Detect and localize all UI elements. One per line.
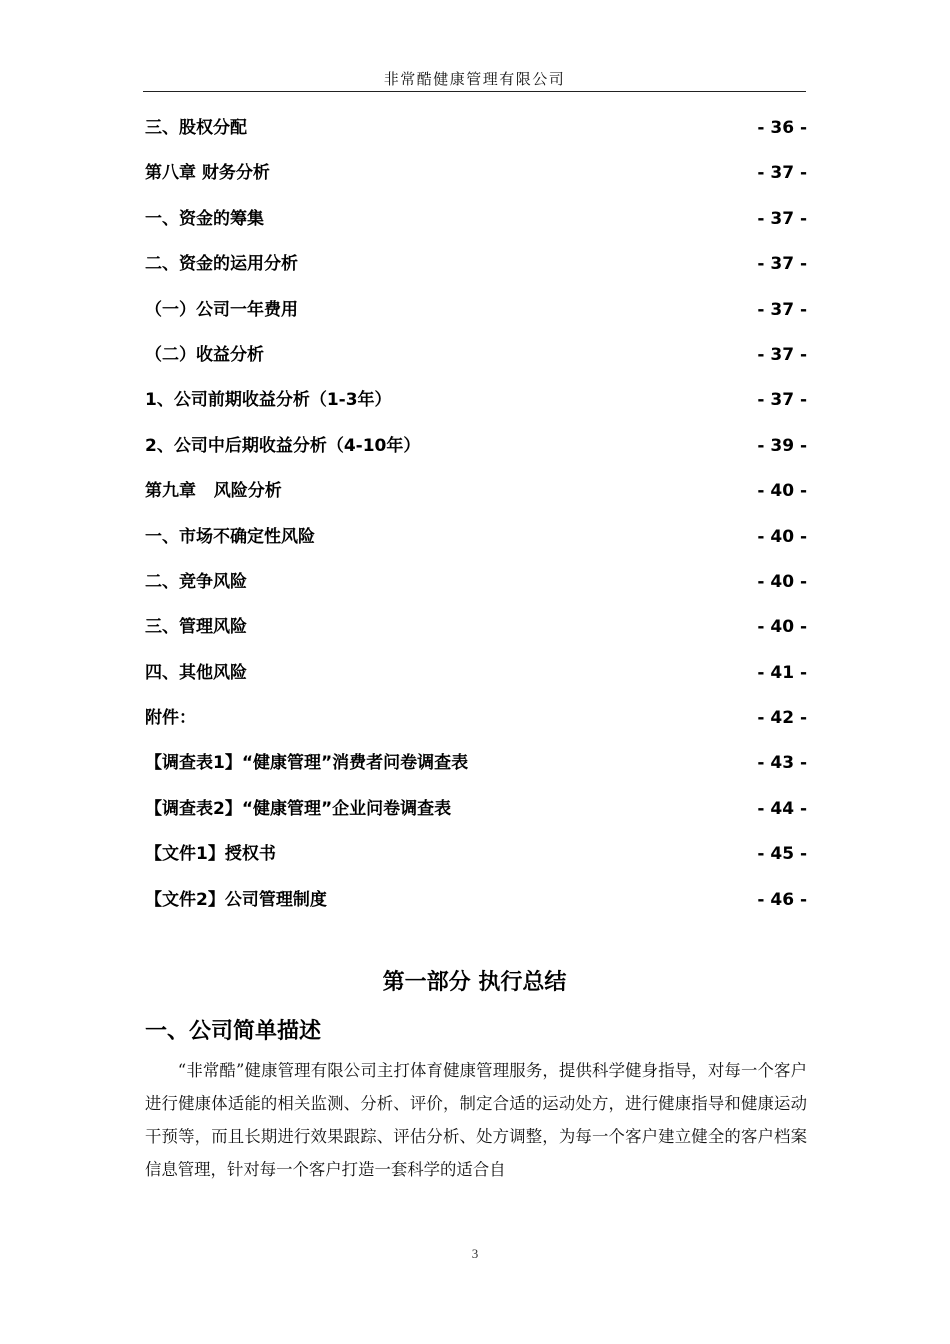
toc-entry[interactable] (145, 433, 807, 478)
toc-entry-label: 三、股权分配 (145, 118, 247, 138)
toc-entry[interactable] (145, 206, 807, 251)
toc-entry[interactable] (145, 524, 807, 569)
toc-entry-page: - 41 - (757, 662, 807, 683)
toc-entry-label: 【调查表2】“健康管理”企业问卷调查表 (145, 798, 452, 819)
toc-entry-page: - 39 - (757, 435, 807, 456)
toc-entry-page: - 37 - (757, 390, 807, 411)
toc-entry-page: - 40 - (757, 526, 807, 547)
toc-entry[interactable] (145, 115, 807, 160)
toc-entry-label: 一、市场不确定性风险 (145, 526, 315, 547)
table-of-contents (145, 115, 807, 932)
toc-entry-page: - 40 - (757, 617, 807, 638)
body-paragraph: “非常酷”健康管理有限公司主打体育健康管理服务，提供科学健身指导，对每一个客户进行健康体适能的相关监测、分析、评价，制定合适的运动处方，进行健康指导和健康运动干预等，而且长期进行效果跟踪、评估分析、处方调整，为每一个客户建立健全的客户档案信息管理，针对每一个客户打造一套科学的适合自 (145, 1061, 807, 1179)
toc-entry-page: - 37 - (757, 208, 807, 229)
toc-entry-label: 二、竞争风险 (145, 571, 247, 592)
toc-entry[interactable] (145, 796, 807, 841)
toc-entry[interactable] (145, 841, 807, 886)
toc-entry-label: 附件： (145, 708, 196, 729)
toc-entry-label: 二、资金的运用分析 (145, 254, 298, 275)
toc-entry[interactable] (145, 750, 807, 795)
toc-entry-page: - 43 - (757, 753, 807, 774)
toc-entry[interactable] (145, 251, 807, 296)
toc-entry-label: 1、公司前期收益分析（1-3年） (145, 390, 392, 411)
toc-entry-label: 第八章 财务分析 (145, 163, 270, 184)
toc-entry-page: - 37 - (757, 299, 807, 320)
page-number: 3 (471, 1246, 479, 1261)
toc-entry-label: 第九章 风险分析 (145, 481, 282, 502)
toc-entry-label: （一）公司一年费用 (145, 299, 298, 320)
toc-entry[interactable] (145, 387, 807, 432)
part-title: 第一部分 执行总结 (382, 970, 567, 995)
toc-entry-label: 四、其他风险 (145, 662, 247, 683)
toc-entry-page: - 46 - (757, 889, 807, 910)
toc-entry-label: 【调查表1】“健康管理”消费者问卷调查表 (145, 753, 469, 774)
toc-entry[interactable] (145, 342, 807, 387)
toc-entry-label: 一、资金的筹集 (145, 208, 264, 229)
toc-entry[interactable] (145, 887, 807, 932)
toc-entry[interactable] (145, 160, 807, 205)
toc-entry-label: 【文件2】公司管理制度 (145, 889, 327, 910)
toc-entry-label: 【文件1】授权书 (145, 844, 276, 865)
toc-entry[interactable] (145, 569, 807, 614)
toc-entry-page: - 42 - (757, 708, 807, 729)
section-heading: 一、公司简单描述 (145, 1019, 322, 1044)
toc-entry[interactable] (145, 297, 807, 342)
toc-entry-page: - 37 - (757, 163, 807, 184)
toc-entry-label: 三、管理风险 (145, 617, 247, 638)
toc-entry[interactable] (145, 478, 807, 523)
toc-entry-page: - 45 - (757, 844, 807, 865)
toc-entry-label: 2、公司中后期收益分析（4-10年） (145, 435, 421, 456)
toc-entry-label: （二）收益分析 (145, 344, 264, 365)
header-divider (143, 91, 806, 92)
page-header-company: 非常酷健康管理有限公司 (383, 70, 566, 88)
toc-entry[interactable] (145, 705, 807, 750)
toc-entry-page: - 40 - (757, 481, 807, 502)
toc-entry-page: - 44 - (757, 798, 807, 819)
toc-entry-page: - 37 - (757, 254, 807, 275)
toc-entry[interactable] (145, 660, 807, 705)
toc-entry[interactable] (145, 614, 807, 659)
toc-entry-page: - 37 - (757, 344, 807, 365)
toc-entry-page: - 40 - (757, 571, 807, 592)
toc-entry-page: - 36 - (757, 118, 807, 138)
